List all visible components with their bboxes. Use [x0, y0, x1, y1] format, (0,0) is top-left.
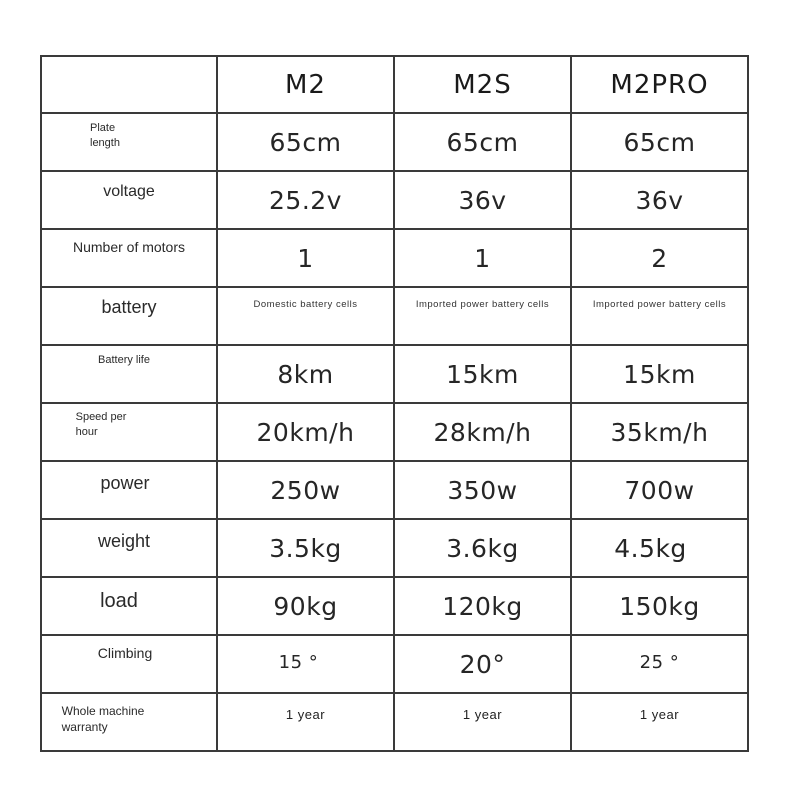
label-line: load: [100, 590, 138, 612]
model-header-m2s: M2S: [394, 56, 571, 113]
value-cell: 1 year: [217, 693, 394, 751]
row-label-power: [41, 461, 217, 519]
value-cell: 700w: [571, 461, 748, 519]
label-line: Plate: [90, 122, 116, 135]
header-row: [41, 56, 748, 113]
value-cell: Domestic battery cells: [217, 287, 394, 345]
row-label-battery-life: [41, 345, 217, 403]
row-label-number-of-motors: [41, 229, 217, 287]
value-cell: 4.5kg: [571, 519, 748, 577]
value-cell: 1: [217, 229, 394, 287]
label-line: Battery life: [98, 354, 150, 366]
value-cell: Imported power battery cells: [394, 287, 571, 345]
table-row: [41, 635, 748, 693]
row-label-voltage: [41, 171, 217, 229]
label-line: Whole machine: [61, 704, 145, 719]
value-cell: 3.6kg: [394, 519, 571, 577]
spec-comparison-table: [40, 55, 749, 752]
table-row: [41, 461, 748, 519]
row-label-speed-per-hour: [41, 403, 217, 461]
label-line: warranty: [61, 719, 108, 734]
value-cell: 120kg: [394, 577, 571, 635]
value-cell: 15km: [571, 345, 748, 403]
table-row: [41, 345, 748, 403]
label-line: hour: [75, 425, 98, 438]
row-label-warranty: [41, 693, 217, 751]
value-cell: Imported power battery cells: [571, 287, 748, 345]
value-cell: 350w: [394, 461, 571, 519]
label-line: power: [100, 473, 150, 494]
row-label-load: [41, 577, 217, 635]
value-cell: 28km/h: [394, 403, 571, 461]
table-row: [41, 113, 748, 171]
value-cell: 8km: [217, 345, 394, 403]
row-label-battery: [41, 287, 217, 345]
table-row: [41, 171, 748, 229]
value-cell: 150kg: [571, 577, 748, 635]
label-line: Number of motors: [72, 238, 186, 255]
value-cell: 36v: [571, 171, 748, 229]
row-label-weight: [41, 519, 217, 577]
value-cell: 25 °: [571, 635, 748, 693]
value-cell: 1 year: [571, 693, 748, 751]
label-line: length: [90, 136, 120, 149]
table-row: [41, 229, 748, 287]
table-row: [41, 403, 748, 461]
table-row: [41, 287, 748, 345]
table-row: [41, 577, 748, 635]
value-cell: 65cm: [571, 113, 748, 171]
value-cell: 15 °: [217, 635, 394, 693]
value-cell: 36v: [394, 171, 571, 229]
model-header-m2: M2: [217, 56, 394, 113]
value-cell: 15km: [394, 345, 571, 403]
row-label-plate-length: [41, 113, 217, 171]
value-cell: 250w: [217, 461, 394, 519]
table-row: [41, 693, 748, 751]
value-cell: 65cm: [394, 113, 571, 171]
value-cell: 1: [394, 229, 571, 287]
label-line: Speed per: [75, 411, 127, 424]
corner-cell: [41, 56, 217, 113]
value-cell: 65cm: [217, 113, 394, 171]
value-cell: 20km/h: [217, 403, 394, 461]
value-cell: 1 year: [394, 693, 571, 751]
model-header-m2pro: M2PRO: [571, 56, 748, 113]
table-row: [41, 519, 748, 577]
label-line: battery: [101, 297, 157, 318]
label-line: Climbing: [97, 644, 153, 661]
value-cell: 2: [571, 229, 748, 287]
label-line: voltage: [103, 182, 155, 200]
value-cell: 35km/h: [571, 403, 748, 461]
value-cell: 25.2v: [217, 171, 394, 229]
row-label-climbing: [41, 635, 217, 693]
value-cell: 20°: [394, 635, 571, 693]
value-cell: 3.5kg: [217, 519, 394, 577]
label-line: weight: [97, 531, 151, 552]
value-cell: 90kg: [217, 577, 394, 635]
